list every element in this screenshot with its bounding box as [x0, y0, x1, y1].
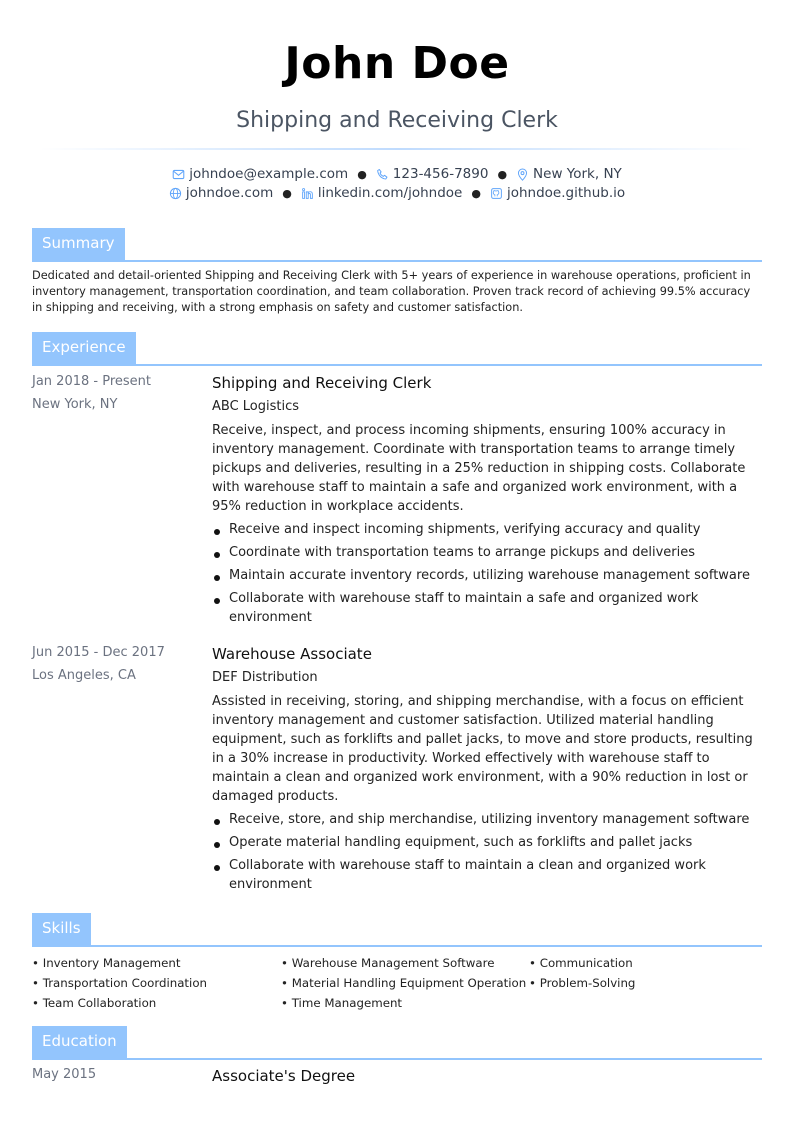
- list-item: Receive and inspect incoming shipments, verifying accuracy and quality: [212, 520, 764, 539]
- job-1-bullets: [212, 520, 764, 631]
- skills-section-header: [32, 913, 762, 947]
- skill-item: • Team Collaboration: [32, 993, 207, 1013]
- contact-email-text: johndoe@example.com: [189, 166, 349, 182]
- linkedin-icon: [301, 187, 314, 200]
- skill-item: • Warehouse Management Software: [281, 953, 526, 973]
- separator-dot: ●: [471, 186, 481, 200]
- separator-dot: ●: [497, 167, 508, 181]
- contact-location: [516, 166, 622, 182]
- github-icon: [490, 187, 503, 200]
- education-date: May 2015: [32, 1067, 97, 1082]
- skill-item: • Material Handling Equipment Operation: [281, 973, 526, 993]
- job-2-dates: Jun 2015 - Dec 2017: [32, 645, 165, 660]
- separator-dot: ●: [357, 167, 367, 181]
- contact-website[interactable]: [169, 185, 273, 201]
- education-section-header: [32, 1026, 762, 1060]
- list-item: Maintain accurate inventory records, utilizing warehouse management software: [212, 566, 764, 585]
- phone-icon: [376, 168, 389, 181]
- experience-section-header: [32, 332, 762, 366]
- list-item: Collaborate with warehouse staff to maintain a safe and organized work environment: [212, 589, 764, 627]
- list-item: Coordinate with transportation teams to arrange pickups and deliveries: [212, 543, 764, 562]
- globe-icon: [169, 187, 182, 200]
- job-1-location: New York, NY: [32, 397, 118, 412]
- contact-phone-text: 123-456-7890: [392, 166, 489, 182]
- skills-column-3: [529, 953, 635, 993]
- skills-column-2: [281, 953, 526, 1013]
- contact-website-text: johndoe.com: [185, 185, 274, 201]
- skill-item: • Time Management: [281, 993, 526, 1013]
- contact-phone[interactable]: [376, 166, 489, 182]
- map-pin-icon: [516, 168, 529, 181]
- list-item: Operate material handling equipment, such as forklifts and pallet jacks: [212, 833, 764, 852]
- experience-heading: Experience: [32, 332, 136, 364]
- job-1-title: Shipping and Receiving Clerk: [212, 374, 432, 392]
- list-item: Receive, store, and ship merchandise, utilizing inventory management software: [212, 810, 764, 829]
- education-heading: Education: [32, 1026, 127, 1058]
- job-2-location: Los Angeles, CA: [32, 668, 136, 683]
- contact-line-2: [0, 185, 794, 201]
- contact-linkedin[interactable]: [301, 185, 463, 201]
- contact-location-text: New York, NY: [533, 166, 622, 182]
- contact-linkedin-text: linkedin.com/johndoe: [317, 185, 463, 201]
- job-1-company: ABC Logistics: [212, 399, 300, 414]
- job-1-description: Receive, inspect, and process incoming shipments, ensuring 100% accuracy in inventory management. Coordinate with transportation teams to arrange timely pickups and deliveries, resulting in a 25% reduction in shipping costs. Collaborate with warehouse staff to maintain a safe and organized work environment, with a 95% reduction in workplace accidents.: [212, 423, 746, 514]
- job-2-bullets: [212, 810, 764, 898]
- separator-dot: ●: [282, 186, 292, 200]
- job-1-dates: Jan 2018 - Present: [32, 374, 151, 389]
- skill-item: • Inventory Management: [32, 953, 207, 973]
- contact-line-1: [0, 166, 794, 182]
- contact-github[interactable]: [490, 185, 625, 201]
- contact-email[interactable]: [172, 166, 348, 182]
- envelope-icon: [172, 168, 185, 181]
- list-item: Collaborate with warehouse staff to maintain a clean and organized work environment: [212, 856, 764, 894]
- contact-github-text: johndoe.github.io: [506, 185, 626, 201]
- candidate-name: John Doe: [284, 38, 510, 89]
- job-2-title: Warehouse Associate: [212, 645, 372, 663]
- candidate-role: Shipping and Receiving Clerk: [236, 108, 558, 133]
- skills-column-1: [32, 953, 207, 1013]
- summary-text: Dedicated and detail-oriented Shipping and Receiving Clerk with 5+ years of experience in warehouse operations, proficient in inventory management, transportation coordination, and team collaboration. Proven track record of achieving 99.5% accuracy in shipping and receiving, with a strong emphasis on safety and customer satisfaction.: [32, 269, 751, 314]
- skill-item: • Problem-Solving: [529, 973, 635, 993]
- skills-heading: Skills: [32, 913, 91, 945]
- skill-item: • Transportation Coordination: [32, 973, 207, 993]
- skill-item: • Communication: [529, 953, 635, 973]
- header-divider: [40, 148, 754, 150]
- education-degree: Associate's Degree: [212, 1067, 356, 1085]
- summary-heading: Summary: [32, 228, 125, 260]
- job-2-company: DEF Distribution: [212, 670, 318, 685]
- job-2-description: Assisted in receiving, storing, and shipping merchandise, with a focus on efficient inventory management and customer satisfaction. Utilized material handling equipment, such as forklifts and pallet jacks, to move and store products, resulting in a 30% increase in productivity. Worked effectively with warehouse staff to maintain a clean and organized work environment, with a 90% reduction in lost or damaged products.: [212, 694, 753, 804]
- summary-section-header: [32, 228, 762, 262]
